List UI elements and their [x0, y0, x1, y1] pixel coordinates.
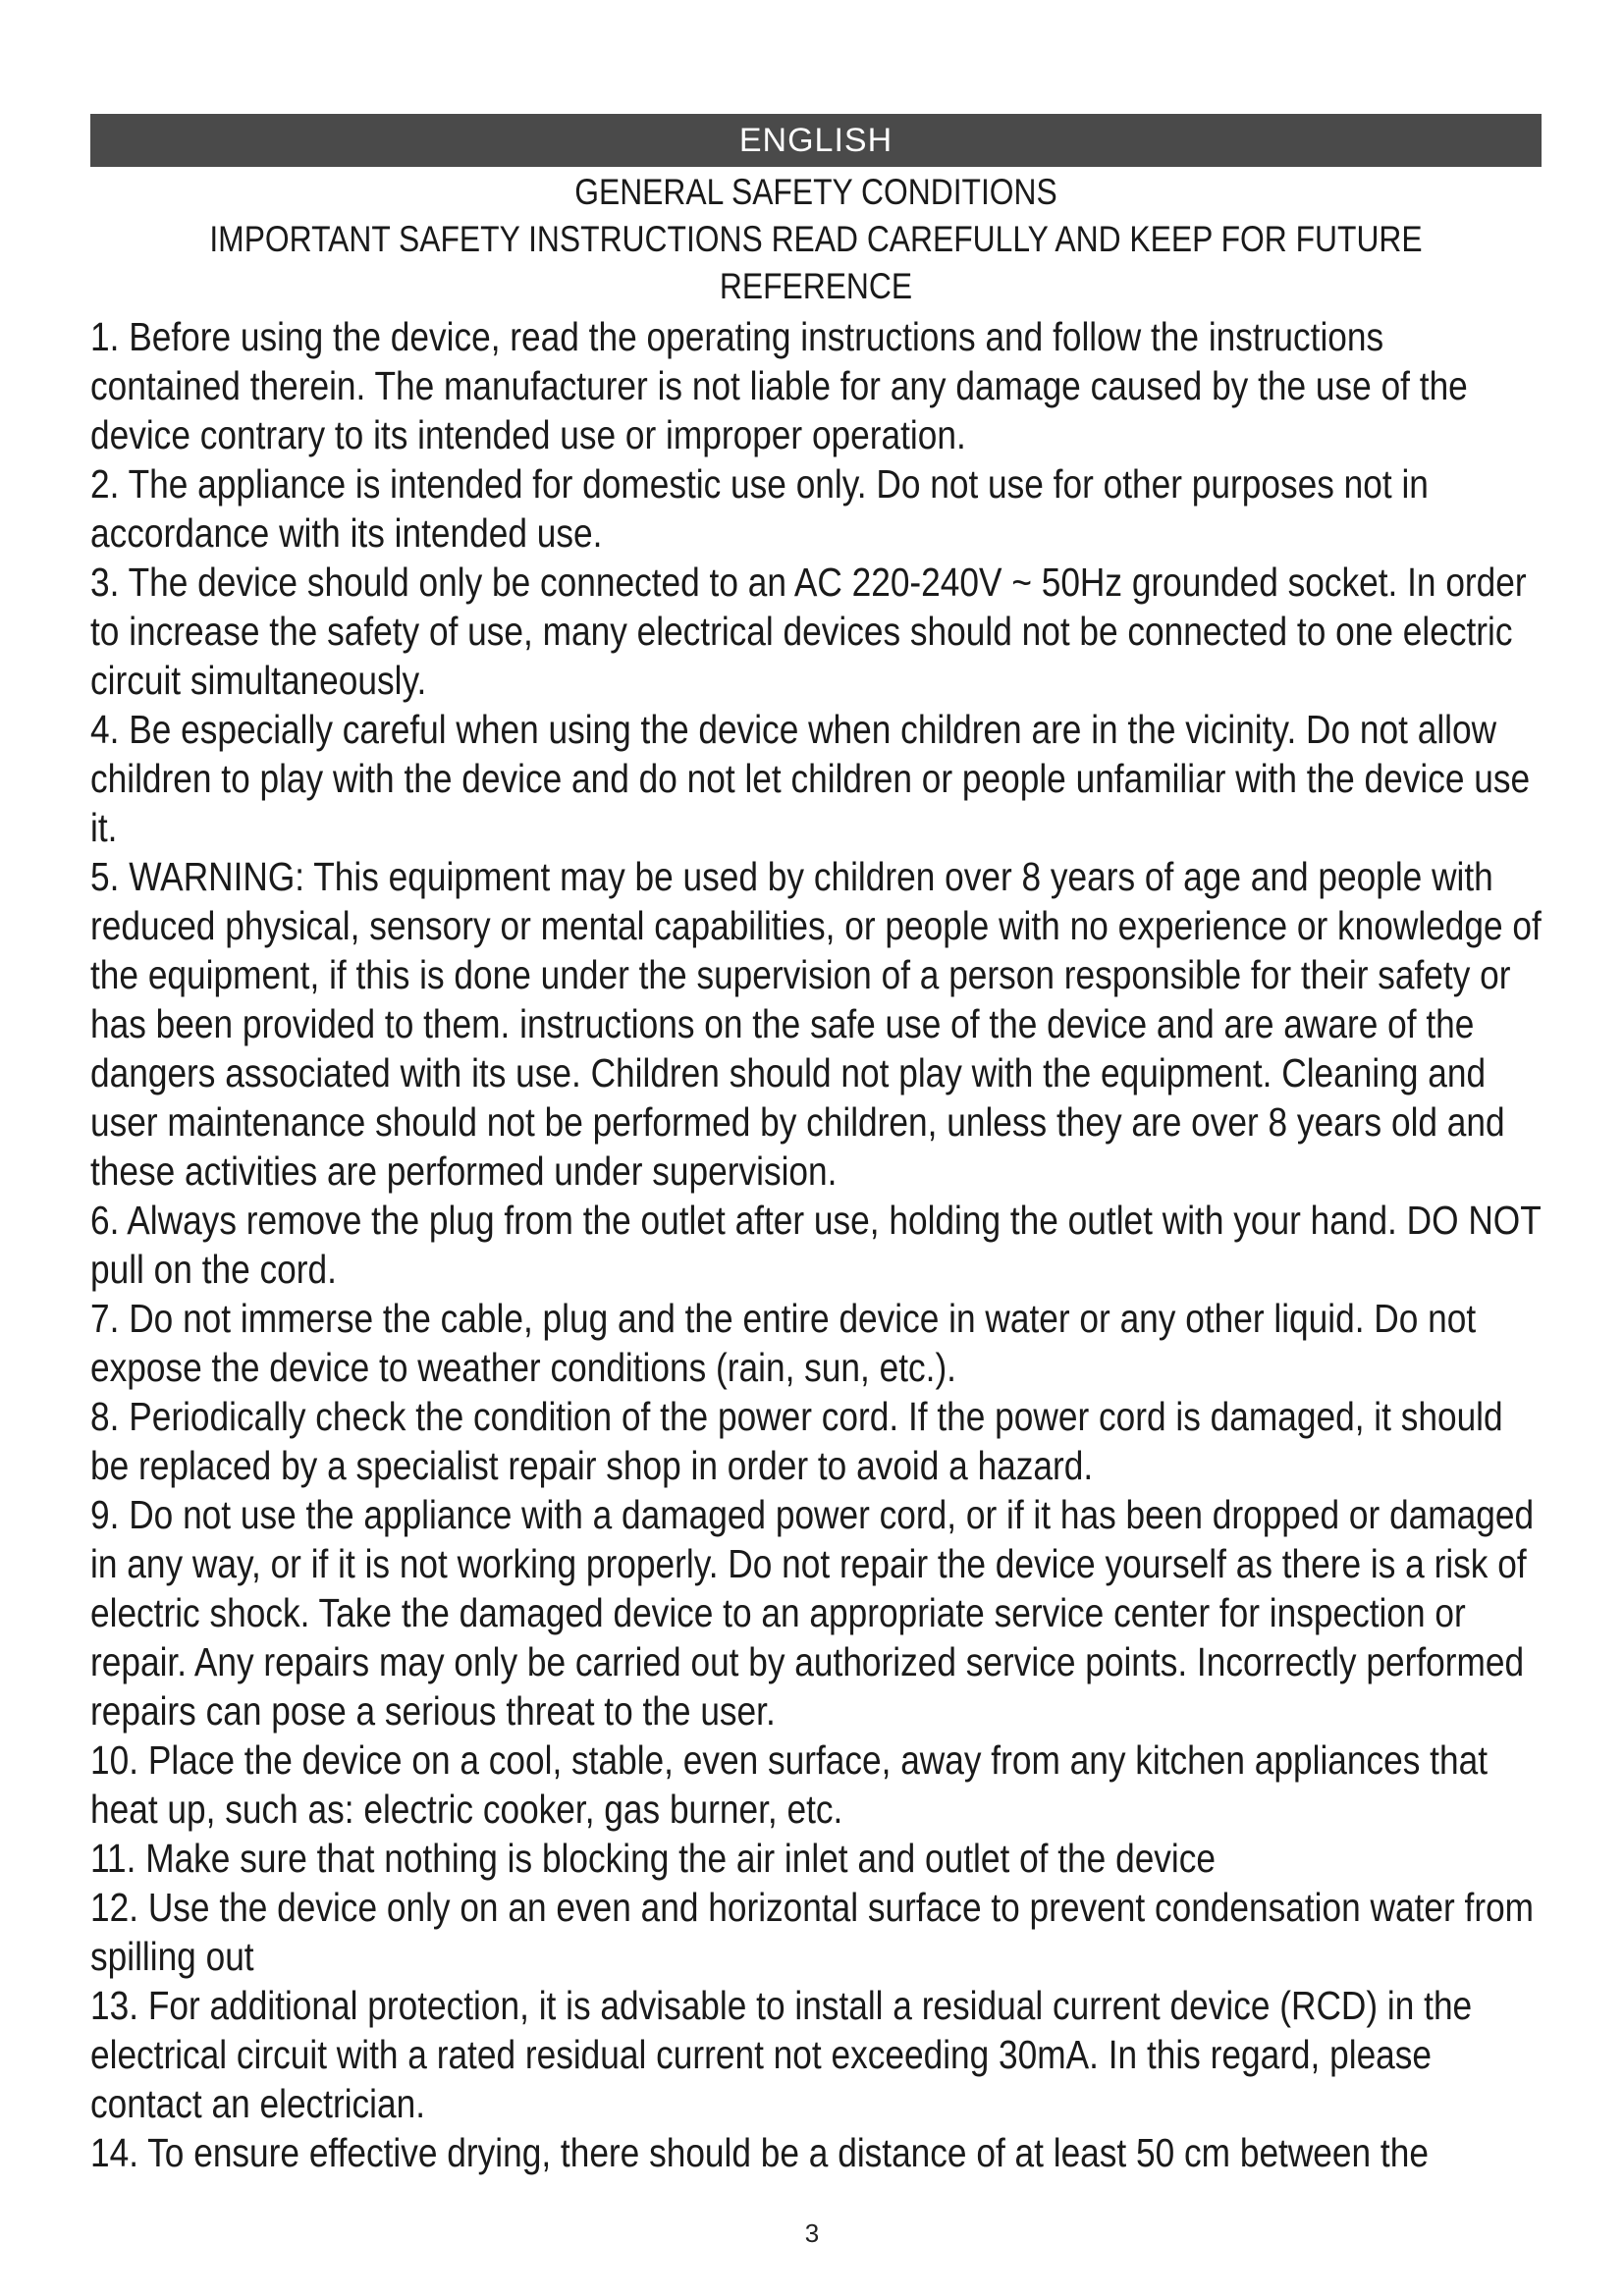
- instruction-item: 4. Be especially careful when using the device when children are in the vicinity. Do not allow children to play with the device and do not let children or people unfamiliar with the device use it.: [90, 707, 1531, 850]
- instruction-item: 14. To ensure effective drying, there should be a distance of at least 50 cm between the: [90, 2130, 1429, 2175]
- instruction-item: 2. The appliance is intended for domestic use only. Do not use for other purposes not in accordance with its intended use.: [90, 461, 1429, 556]
- section-title: GENERAL SAFETY CONDITIONS: [574, 172, 1057, 212]
- instruction-item: 5. WARNING: This equipment may be used by children over 8 years of age and people with reduced physical, sensory or mental capabilities, or people with no experience or knowledge of the equipment, if this is done under the supervision of a person responsible for their safety or has been provided to them. instructions on the safe use of the device and are aware of the dangers associated with its use. Children should not play with the equipment. Cleaning and user maintenance should not be performed by children, unless they are over 8 years old and these activities are performed under supervision.: [90, 854, 1542, 1194]
- subtitle-line-1: IMPORTANT SAFETY INSTRUCTIONS READ CAREFULLY AND KEEP FOR FUTURE: [209, 219, 1423, 259]
- instruction-list: [90, 312, 1542, 2177]
- instruction-item: 6. Always remove the plug from the outlet after use, holding the outlet with your hand. DO NOT pull on the cord.: [90, 1198, 1542, 1292]
- instruction-item: 13. For additional protection, it is advisable to install a residual current device (RCD) in the electrical circuit with a rated residual current not exceeding 30mA. In this regard, please contact an electrician.: [90, 1983, 1473, 2126]
- document-page: [90, 114, 1542, 2177]
- language-header-bar: ENGLISH: [90, 114, 1542, 167]
- instruction-item: 7. Do not immerse the cable, plug and the entire device in water or any other liquid. Do not expose the device to weather conditions (rain, sun, etc.).: [90, 1296, 1477, 1390]
- instruction-item: 8. Periodically check the condition of the power cord. If the power cord is damaged, it should be replaced by a specialist repair shop in order to avoid a hazard.: [90, 1394, 1503, 1488]
- instruction-item: 3. The device should only be connected to an AC 220-240V ~ 50Hz grounded socket. In order to increase the safety of use, many electrical devices should not be connected to one electric circuit simultaneously.: [90, 560, 1527, 703]
- instruction-item: 10. Place the device on a cool, stable, even surface, away from any kitchen appliances that heat up, such as: electric cooker, gas burner, etc.: [90, 1737, 1488, 1832]
- instruction-item: 9. Do not use the appliance with a damaged power cord, or if it has been dropped or damaged in any way, or if it is not working properly. Do not repair the device yourself as there is a risk of electric shock. Take the damaged device to an appropriate service center for inspection or repair. Any repairs may only be carried out by authorized service points. Incorrectly performed repairs can pose a serious threat to the user.: [90, 1492, 1535, 1734]
- subtitle-line-2: REFERENCE: [719, 266, 913, 306]
- page-number: 3: [804, 2218, 820, 2248]
- instruction-item: 11. Make sure that nothing is blocking the air inlet and outlet of the device: [90, 1836, 1217, 1881]
- instruction-item: 12. Use the device only on an even and horizontal surface to prevent condensation water from spilling out: [90, 1885, 1535, 1979]
- instruction-item: 1. Before using the device, read the operating instructions and follow the instructions contained therein. The manufacturer is not liable for any damage caused by the use of the device contrary to its intended use or improper operation.: [90, 314, 1468, 457]
